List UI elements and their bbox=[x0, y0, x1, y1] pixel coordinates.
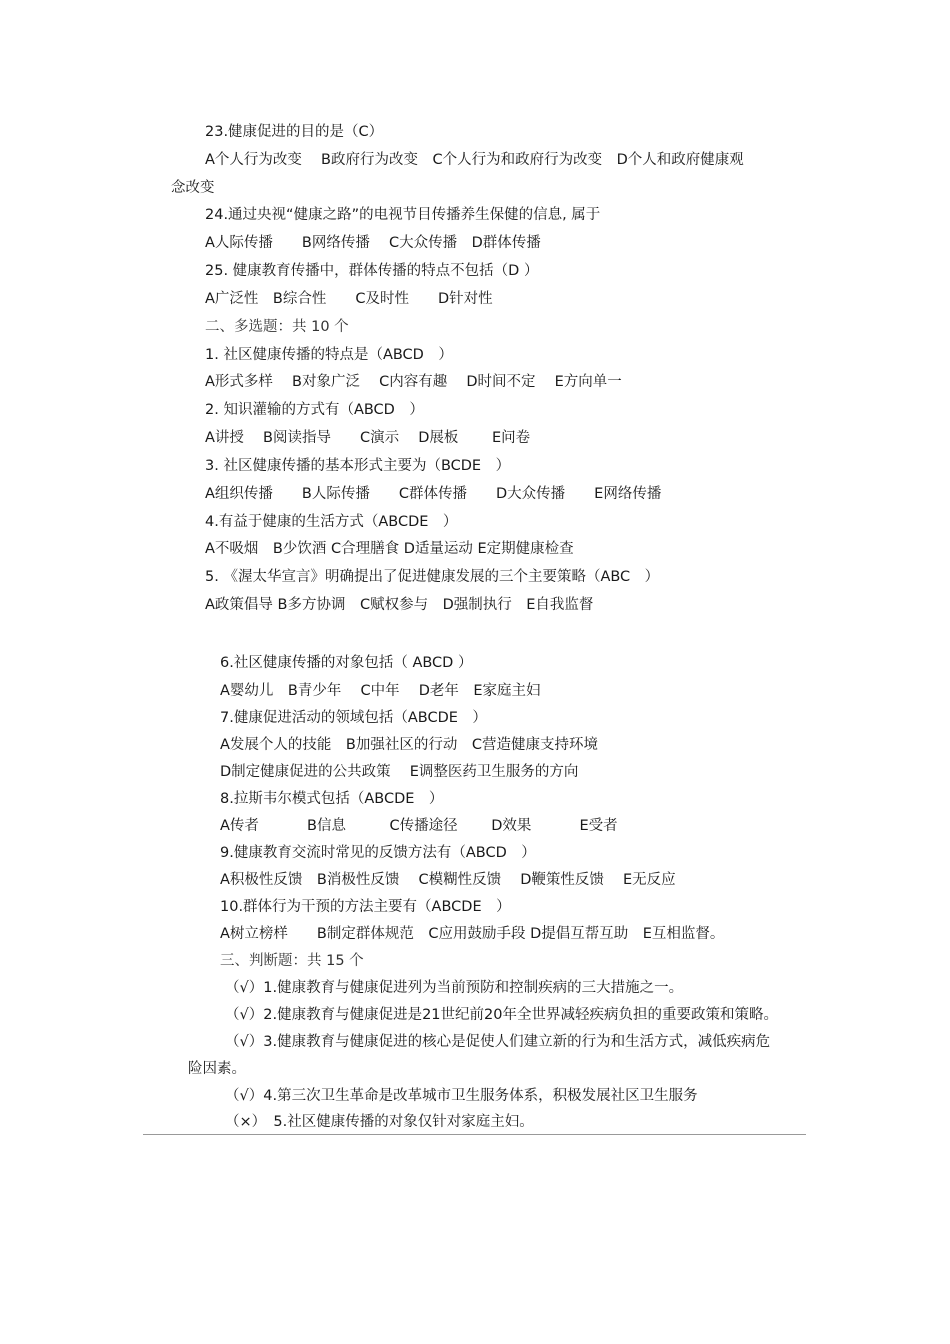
q23-options: A个人行为改变 B政府行为改变 C个人行为和政府行为改变 D个人和政府健康观 bbox=[205, 152, 744, 168]
tf3-cont: 险因素。 bbox=[188, 1061, 246, 1077]
mc5-stem: 5. 《渥太华宣言》明确提出了促进健康发展的三个主要策略（ABC ） bbox=[205, 569, 660, 585]
tf2: （√）2.健康教育与健康促进是21世纪前20年全世界减轻疾病负担的重要政策和策略。 bbox=[225, 1007, 778, 1023]
q23-stem: 23.健康促进的目的是（C） bbox=[205, 124, 384, 140]
mc4-options: A不吸烟 B少饮酒 C合理膳食 D适量运动 E定期健康检查 bbox=[205, 541, 574, 557]
mc1-stem: 1. 社区健康传播的特点是（ABCD ） bbox=[205, 347, 453, 363]
mc9-options: A积极性反馈 B消极性反馈 C模糊性反馈 D鞭策性反馈 E无反应 bbox=[220, 872, 676, 888]
section-true-false-heading: 三、判断题：共 15 个 bbox=[220, 953, 364, 969]
section-multiple-choice-heading: 二、多选题：共 10 个 bbox=[205, 319, 349, 335]
mc2-stem: 2. 知识灌输的方式有（ABCD ） bbox=[205, 402, 424, 418]
tf3: （√）3.健康教育与健康促进的核心是促使人们建立新的行为和生活方式，减低疾病危 bbox=[225, 1034, 771, 1050]
mc5-options: A政策倡导 B多方协调 C赋权参与 D强制执行 E自我监督 bbox=[205, 597, 594, 613]
mc2-options: A讲授 B阅读指导 C演示 D展板 E问卷 bbox=[205, 430, 531, 446]
q25-options: A广泛性 B综合性 C及时性 D针对性 bbox=[205, 291, 493, 307]
mc10-stem: 10.群体行为干预的方法主要有（ABCDE ） bbox=[220, 899, 511, 915]
mc7-options: A发展个人的技能 B加强社区的行动 C营造健康支持环境 bbox=[220, 737, 598, 753]
q24-options: A人际传播 B网络传播 C大众传播 D群体传播 bbox=[205, 235, 541, 251]
mc3-stem: 3. 社区健康传播的基本形式主要为（BCDE ） bbox=[205, 458, 511, 474]
mc8-options: A传者 B信息 C传播途径 D效果 E受者 bbox=[220, 818, 618, 834]
tf5: （×） 5.社区健康传播的对象仅针对家庭主妇。 bbox=[225, 1114, 534, 1130]
tf1: （√）1.健康教育与健康促进列为当前预防和控制疾病的三大措施之一。 bbox=[225, 980, 684, 996]
tf4: （√）4.第三次卫生革命是改革城市卫生服务体系，积极发展社区卫生服务 bbox=[225, 1088, 698, 1104]
mc6-stem: 6.社区健康传播的对象包括（ ABCD ） bbox=[220, 655, 473, 671]
mc4-stem: 4.有益于健康的生活方式（ABCDE ） bbox=[205, 514, 458, 530]
q25-stem: 25. 健康教育传播中，群体传播的特点不包括（D ） bbox=[205, 263, 539, 279]
mc9-stem: 9.健康教育交流时常见的反馈方法有（ABCD ） bbox=[220, 845, 536, 861]
q24-stem: 24.通过央视“健康之路”的电视节目传播养生保健的信息, 属于 bbox=[205, 207, 601, 223]
mc3-options: A组织传播 B人际传播 C群体传播 D大众传播 E网络传播 bbox=[205, 486, 662, 502]
mc6-options: A婴幼儿 B青少年 C中年 D老年 E家庭主妇 bbox=[220, 683, 541, 699]
mc7-options-cont: D制定健康促进的公共政策 E调整医药卫生服务的方向 bbox=[220, 764, 579, 780]
mc10-options: A树立榜样 B制定群体规范 C应用鼓励手段 D提倡互帮互助 E互相监督。 bbox=[220, 926, 725, 942]
mc8-stem: 8.拉斯韦尔模式包括（ABCDE ） bbox=[220, 791, 444, 807]
page-bottom-rule bbox=[143, 1134, 806, 1135]
mc1-options: A形式多样 B对象广泛 C内容有趣 D时间不定 E方向单一 bbox=[205, 374, 622, 390]
mc7-stem: 7.健康促进活动的领域包括（ABCDE ） bbox=[220, 710, 487, 726]
q23-options-cont: 念改变 bbox=[171, 180, 215, 196]
